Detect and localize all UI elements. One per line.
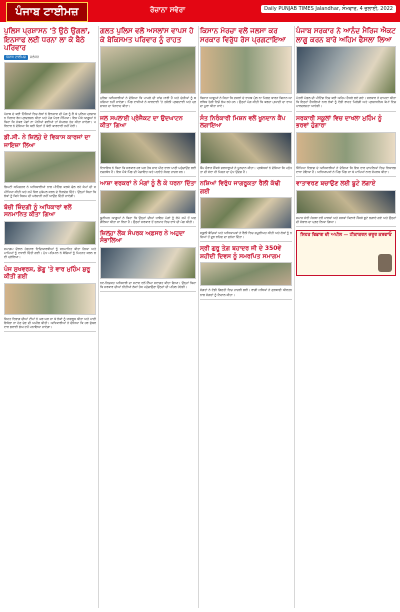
news-photo xyxy=(200,46,292,94)
news-photo xyxy=(296,190,396,214)
story-body: ਪੁਲਿਸ ਅਧਿਕਾਰੀਆਂ ਨੇ ਦੱਸਿਆ ਕਿ ਮਾਮਲੇ ਦੀ ਜਾਂਚ ਜਾਰੀ ਹੈ ਅਤੇ ਦੋਸ਼ੀਆਂ ਨੂੰ ਬਖ਼ਸ਼ਿਆ ਨਹੀਂ ਜਾਵੇਗਾ। ਪਿੰਡ ਵਾਸੀਆਂ ਨੇ ਕਾਰਵਾਈ 'ਤੇ ਤਸੱਲੀ ਪ੍ਰਗਟਾਈ ਅਤੇ ਪ੍ਰਸ਼ਾਸਨ ਦਾ ਧੰਨਵਾਦ ਕੀਤਾ। xyxy=(100,96,196,109)
news-story xyxy=(200,27,292,112)
story-body: ਡਿਪਟੀ ਕਮਿਸ਼ਨਰ ਨੇ ਅਧਿਕਾਰੀਆਂ ਨਾਲ ਮੀਟਿੰਗ ਕਰਕੇ ਚੱਲ ਰਹੇ ਕੰਮਾਂ ਦੀ ਸਮੀਖਿਆ ਕੀਤੀ ਅਤੇ ਸਮੇਂ ਸਿਰ ਮੁਕੰਮਲ ਕਰਨ ਦੇ ਨਿਰਦੇਸ਼ ਦਿੱਤੇ। ਉਨ੍ਹਾਂ ਕਿਹਾ ਕਿ ਲੋਕਾਂ ਨੂੰ ਕਿਸੇ ਕਿਸਮ ਦੀ ਪਰੇਸ਼ਾਨੀ ਨਹੀਂ ਆਉਣ ਦਿੱਤੀ ਜਾਵੇਗੀ। xyxy=(4,185,96,198)
column-2 xyxy=(100,26,196,608)
masthead-center: ਰੋਜ਼ਾਨਾ ਸਵੇਰਾ xyxy=(150,6,186,14)
story-body: ਵਿਧਾਇਕ ਨੇ ਕਿਹਾ ਕਿ ਸਰਕਾਰ ਹਰ ਘਰ ਤੱਕ ਸਾਫ ਪੀਣ ਵਾਲਾ ਪਾਣੀ ਪਹੁੰਚਾਉਣ ਲਈ ਵਚਨਬੱਧ ਹੈ। ਇਸ ਮੌਕੇ ਪਿੰਡ ਦੀ ਪੰਚਾਇਤ ਅਤੇ ਪਤਵੰਤੇ ਸੱਜਣ ਹਾਜ਼ਰ ਸਨ। xyxy=(100,165,196,174)
news-story xyxy=(100,115,196,177)
news-story xyxy=(296,27,396,112)
newspaper-title: ਪੰਜਾਬ ਟਾਈਮਜ਼ xyxy=(6,2,88,22)
story-body: ਕਿਸਾਨ ਆਗੂਆਂ ਨੇ ਕਿਹਾ ਕਿ ਫ਼ਸਲਾਂ ਦੇ ਵਾਜਬ ਮੁੱਲ ਨਾ ਮਿਲਣ ਕਾਰਨ ਕਿਸਾਨ ਆਰਥਿਕ ਤੰਗੀ ਵਿਚੋਂ ਲੰਘ ਰਹੇ ਹਨ। ਉਨ੍ਹਾਂ ਮੰਗ ਕੀਤੀ ਕਿ ਕਰਜ਼ਾ ਮੁਆਫ਼ੀ ਦਾ ਵਾਅਦਾ ਪੂਰਾ ਕੀਤਾ ਜਾਵੇ। xyxy=(200,96,292,109)
story-body: ਸੰਗਤਾਂ ਨੇ ਵੱਡੀ ਗਿਣਤੀ ਵਿਚ ਹਾਜ਼ਰੀ ਭਰੀ। ਰਾਗੀ ਜਥਿਆਂ ਨੇ ਗੁਰਬਾਣੀ ਕੀਰਤਨ ਨਾਲ ਸੰਗਤਾਂ ਨੂੰ ਨਿਹਾਲ ਕੀਤਾ। xyxy=(200,288,292,297)
story-headline: ਪੁਲਿਸ ਪ੍ਰਸ਼ਾਸਨ 'ਤੇ ਉਠੇ ਉਂਗਲਾਂ, ਇਨਸਾਫ ਲਈ ਧਰਨਾ ਲਾ ਕੇ ਬੈਠੇ ਪਰਿਵਾਰ xyxy=(4,27,91,52)
news-photo xyxy=(200,197,292,229)
paper-logo-chip: ਪੰਜਾਬ ਟਾਈਮਜ਼ xyxy=(6,54,26,59)
news-photo xyxy=(200,132,292,164)
story-headline: ਪੰਜ ਸੁਖਵਰਸ਼, ਡੇਂਗੂ 'ਤੇ ਵਾਰ ਮੁਹਿੰਮ ਸ਼ੁਰੂ ਕੀਤੀ ਗਈ xyxy=(4,265,91,281)
story-headline: ਬੱਚੀ ਜ਼ਿੰਦਗੀ ਨੂੰ ਅਧਿਕਾਰਾਂ ਵਲੋਂ ਸਨਮਾਨਿਤ ਕੀਤਾ ਗਿਆ xyxy=(4,203,72,219)
news-photo xyxy=(4,151,96,183)
story-body: ਸਮਾਗਮ ਦੌਰਾਨ ਹੋਣਹਾਰ ਵਿਦਿਆਰਥੀਆਂ ਨੂੰ ਸਨਮਾਨਿਤ ਕੀਤਾ ਗਿਆ ਅਤੇ ਮਾਪਿਆਂ ਨੂੰ ਵਧਾਈ ਦਿੱਤੀ ਗਈ। ਮੁੱਖ ਮਹਿਮਾਨ ਨੇ ਬੱਚਿਆਂ ਨੂੰ ਮਿਹਨਤ ਕਰਨ ਲਈ ਪ੍ਰੇਰਿਆ। xyxy=(4,246,96,260)
story-body: ਪੰਜਾਬ ਦੇ ਕਈ ਹਿੱਸਿਆਂ ਵਿਚ ਲੋਕਾਂ ਨੇ ਇਨਸਾਫ ਦੀ ਮੰਗ ਨੂੰ ਲੈ ਕੇ ਪੁਲਿਸ ਪ੍ਰਸ਼ਾਸਨ ਖਿਲਾਫ ਰੋਸ ਪ੍ਰਦਰਸ਼ਨ ਕੀਤਾ ਅਤੇ ਮੰਗ ਪੱਤਰ ਸੌਂਪਿਆ। ਇਸ ਮੌਕੇ ਆਗੂਆਂ ਨੇ ਕਿਹਾ ਕਿ ਜੇਕਰ ਮੰਗਾਂ ਨਾ ਮੰਨੀਆਂ ਗਈਆਂ ਤਾਂ ਸੰਘਰਸ਼ ਤੇਜ਼ ਕੀਤਾ ਜਾਵੇਗਾ। ਪਰਿਵਾਰ ਨੇ ਦੱਸਿਆ ਕਿ ਕਈ ਦਿਨਾਂ ਤੋਂ ਕੋਈ ਕਾਰਵਾਈ ਨਹੀਂ ਹੋਈ। xyxy=(4,111,96,129)
news-story xyxy=(296,180,396,227)
ad-headline: ਸਿਹਤ ਵਿਭਾਗ ਦੀ ਅਪੀਲ — ਟੀਕਾਕਰਨ ਜ਼ਰੂਰ ਕਰਵਾਓ xyxy=(300,232,392,238)
masthead-dateline: Daily PUNJAB TIMES Jalandhar, ਸੋਮਵਾਰ, 4 ਜੁਲਾਈ, 2022 xyxy=(261,5,396,13)
masthead xyxy=(0,0,400,22)
story-headline: ਜ਼ਿਲ੍ਹਾ ਲੋਕ ਸੰਪਰਕ ਅਫ਼ਸਰ ਨੇ ਅਹੁਦਾ ਸੰਭਾਲਿਆ xyxy=(100,229,185,245)
news-story xyxy=(200,115,292,177)
story-body: ਯੂਨੀਅਨ ਆਗੂਆਂ ਨੇ ਕਿਹਾ ਕਿ ਉਨ੍ਹਾਂ ਦੀਆਂ ਜਾਇਜ਼ ਮੰਗਾਂ ਨੂੰ ਲੰਮੇ ਸਮੇਂ ਤੋਂ ਅਣਗੌਲਿਆ ਕੀਤਾ ਜਾ ਰਿਹਾ ਹੈ। ਉਨ੍ਹਾਂ ਸਰਕਾਰ ਤੋਂ ਤਨਖ਼ਾਹ ਵਿਚ ਵਾਧੇ ਦੀ ਮੰਗ ਕੀਤੀ। xyxy=(100,215,196,224)
story-body: ਸਕੂਲੀ ਬੱਚਿਆਂ ਅਤੇ ਅਧਿਆਪਕਾਂ ਨੇ ਰੈਲੀ ਵਿਚ ਸ਼ਮੂਲੀਅਤ ਕੀਤੀ ਅਤੇ ਲੋਕਾਂ ਨੂੰ ਨਸ਼ਿਆਂ ਤੋਂ ਦੂਰ ਰਹਿਣ ਦਾ ਸੁਨੇਹਾ ਦਿੱਤਾ। xyxy=(200,231,292,240)
news-photo xyxy=(4,283,96,315)
story-headline: ਸਰਕਾਰੀ ਸਕੂਲਾਂ ਵਿਚ ਦਾਖਲਾ ਮੁਹਿੰਮ ਨੂੰ ਭਰਵਾਂ ਹੁੰਗਾਰਾ xyxy=(296,114,382,130)
news-photo xyxy=(100,190,196,214)
column-divider xyxy=(98,26,99,608)
news-story xyxy=(100,230,196,292)
story-body: ਸਿੱਖਿਆ ਵਿਭਾਗ ਦੇ ਅਧਿਕਾਰੀਆਂ ਨੇ ਦੱਸਿਆ ਕਿ ਇਸ ਵਾਰ ਦਾਖਲਿਆਂ ਵਿਚ ਰਿਕਾਰਡ ਵਾਧਾ ਹੋਇਆ ਹੈ। ਅਧਿਆਪਕਾਂ ਨੇ ਪਿੰਡ ਪਿੰਡ ਜਾ ਕੇ ਮਾਪਿਆਂ ਨਾਲ ਸੰਪਰਕ ਕੀਤਾ। xyxy=(296,165,396,174)
news-photo xyxy=(4,221,96,245)
story-headline: ਵਾਤਾਵਰਣ ਬਚਾਉਣ ਲਈ ਬੂਟੇ ਲਗਾਏ xyxy=(296,180,376,188)
news-story xyxy=(4,27,96,131)
news-photo xyxy=(100,46,196,94)
news-photo xyxy=(100,132,196,164)
news-photo xyxy=(200,262,292,286)
story-headline: ਪੰਜਾਬ ਸਰਕਾਰ ਨੇ ਆਨੰਦ ਮੈਰਿਜ ਐਕਟ ਲਾਗੂ ਕਰਨ ਬਾਰੇ ਅਹਿਮ ਫੈਸਲਾ ਲਿਆ xyxy=(296,27,396,44)
news-photo xyxy=(4,62,96,110)
column-divider xyxy=(294,26,295,608)
story-body: ਸਮਾਜ ਸੇਵੀ ਸੰਸਥਾ ਵਲੋਂ ਪਾਰਕਾਂ ਅਤੇ ਸੜਕਾਂ ਕਿਨਾਰੇ ਸੈਂਕੜੇ ਬੂਟੇ ਲਗਾਏ ਗਏ ਅਤੇ ਉਨ੍ਹਾਂ ਦੀ ਸੰਭਾਲ ਦਾ ਪ੍ਰਣ ਲਿਆ ਗਿਆ। xyxy=(296,215,396,224)
news-story xyxy=(100,27,196,112)
story-body: ਮੰਤਰੀ ਮੰਡਲ ਦੀ ਮੀਟਿੰਗ ਵਿਚ ਕਈ ਅਹਿਮ ਫੈਸਲੇ ਲਏ ਗਏ। ਸਰਕਾਰ ਨੇ ਦਾਅਵਾ ਕੀਤਾ ਕਿ ਇਨ੍ਹਾਂ ਫੈਸਲਿਆਂ ਨਾਲ ਲੋਕਾਂ ਨੂੰ ਵੱਡੀ ਰਾਹਤ ਮਿਲੇਗੀ ਅਤੇ ਪ੍ਰਸ਼ਾਸਨਿਕ ਕੰਮਾਂ ਵਿਚ ਪਾਰਦਰਸ਼ਤਾ ਆਵੇਗੀ। xyxy=(296,96,396,109)
news-story xyxy=(296,115,396,177)
news-story xyxy=(100,180,196,227)
byline xyxy=(4,55,96,60)
news-photo xyxy=(296,46,396,94)
news-story xyxy=(200,245,292,299)
column-divider xyxy=(198,26,199,608)
column-3 xyxy=(200,26,292,608)
column-1 xyxy=(4,26,96,608)
news-photo xyxy=(100,247,196,279)
story-headline: ਜਲ ਸਪਲਾਈ ਪ੍ਰੋਜੈਕਟ ਦਾ ਉਦਘਾਟਨ ਕੀਤਾ ਗਿਆ xyxy=(100,114,183,130)
story-headline: ਆਸ਼ਾ ਵਰਕਰਾਂ ਨੇ ਮੰਗਾਂ ਨੂੰ ਲੈ ਕੇ ਧਰਨਾ ਦਿੱਤਾ xyxy=(100,180,196,188)
advertisement-box xyxy=(296,230,396,276)
news-story xyxy=(4,204,96,263)
story-headline: ਨਸ਼ਿਆਂ ਵਿਰੁੱਧ ਜਾਗਰੂਕਤਾ ਰੈਲੀ ਕੱਢੀ ਗਈ xyxy=(200,180,281,195)
story-headline: ਡੀ.ਸੀ. ਨੇ ਜ਼ਿਲ੍ਹੇ ਦੇ ਵਿਕਾਸ ਕਾਰਜਾਂ ਦਾ ਜਾਇਜ਼ਾ ਲਿਆ xyxy=(4,134,91,149)
byline-place: ਜਲੰਧਰ xyxy=(29,55,39,59)
story-body: ਸਿਹਤ ਵਿਭਾਗ ਦੀਆਂ ਟੀਮਾਂ ਨੇ ਘਰ ਘਰ ਜਾ ਕੇ ਲੋਕਾਂ ਨੂੰ ਜਾਗਰੂਕ ਕੀਤਾ ਅਤੇ ਪਾਣੀ ਇਕੱਠਾ ਨਾ ਹੋਣ ਦੇਣ ਦੀ ਅਪੀਲ ਕੀਤੀ। ਅਧਿਕਾਰੀਆਂ ਨੇ ਦੱਸਿਆ ਕਿ ਹਰ ਸ਼ੁੱਕਰਵਾਰ ਡਰਾਈ ਡੇਅ ਵਜੋਂ ਮਨਾਇਆ ਜਾਵੇਗਾ। xyxy=(4,316,96,329)
news-story xyxy=(4,134,96,201)
story-body: ਕੈਂਪ ਦੌਰਾਨ ਸੈਂਕੜੇ ਸ਼ਰਧਾਲੂਆਂ ਨੇ ਖੂਨਦਾਨ ਕੀਤਾ। ਪ੍ਰਬੰਧਕਾਂ ਨੇ ਦੱਸਿਆ ਕਿ ਮਨੁੱਖਤਾ ਦੀ ਸੇਵਾ ਹੀ ਮਿਸ਼ਨ ਦਾ ਮੁੱਖ ਉਦੇਸ਼ ਹੈ। xyxy=(200,165,292,174)
news-story xyxy=(200,180,292,242)
story-headline: ਗਲਤ ਪੁਲਿਸ ਵਲੋਂ ਅਸਲਾਂਸ ਵਾਪਸ ਹੋ ਕੇ ਬੇਕਿਸਮਤ ਪਰਿਵਾਰ ਨੂੰ ਰਾਹਤ xyxy=(100,27,194,44)
story-headline: ਸ੍ਰੀ ਗੁਰੂ ਤੇਗ਼ ਬਹਾਦਰ ਜੀ ਦੇ 350ਵੇਂ ਸ਼ਹੀਦੀ ਦਿਵਸ ਨੂੰ ਸਮਰਪਿਤ ਸਮਾਗਮ xyxy=(200,245,282,260)
story-headline: ਸੰਤ ਨਿਰੰਕਾਰੀ ਮਿਸ਼ਨ ਵਲੋਂ ਖੂਨਦਾਨ ਕੈਂਪ ਲਗਾਇਆ xyxy=(200,114,286,130)
column-4 xyxy=(296,26,396,608)
story-headline: ਕਿਸਾਨ ਮੋਰਚਾ ਵਲੋਂ ਜਲਸਾ ਕਰ ਸਰਕਾਰ ਵਿਰੁੱਧ ਰੋਸ ਪ੍ਰਗਟਾਇਆ xyxy=(200,27,286,44)
ad-portrait xyxy=(378,254,392,272)
news-photo xyxy=(296,132,396,164)
story-body: ਨਵ-ਨਿਯੁਕਤ ਅਧਿਕਾਰੀ ਦਾ ਸਟਾਫ ਵਲੋਂ ਨਿੱਘਾ ਸਵਾਗਤ ਕੀਤਾ ਗਿਆ। ਉਨ੍ਹਾਂ ਕਿਹਾ ਕਿ ਸਰਕਾਰ ਦੀਆਂ ਨੀਤੀਆਂ ਲੋਕਾਂ ਤੱਕ ਪਹੁੰਚਾਉਣਾ ਉਨ੍ਹਾਂ ਦੀ ਪਹਿਲ ਹੋਵੇਗੀ। xyxy=(100,280,196,290)
news-story xyxy=(4,266,96,333)
